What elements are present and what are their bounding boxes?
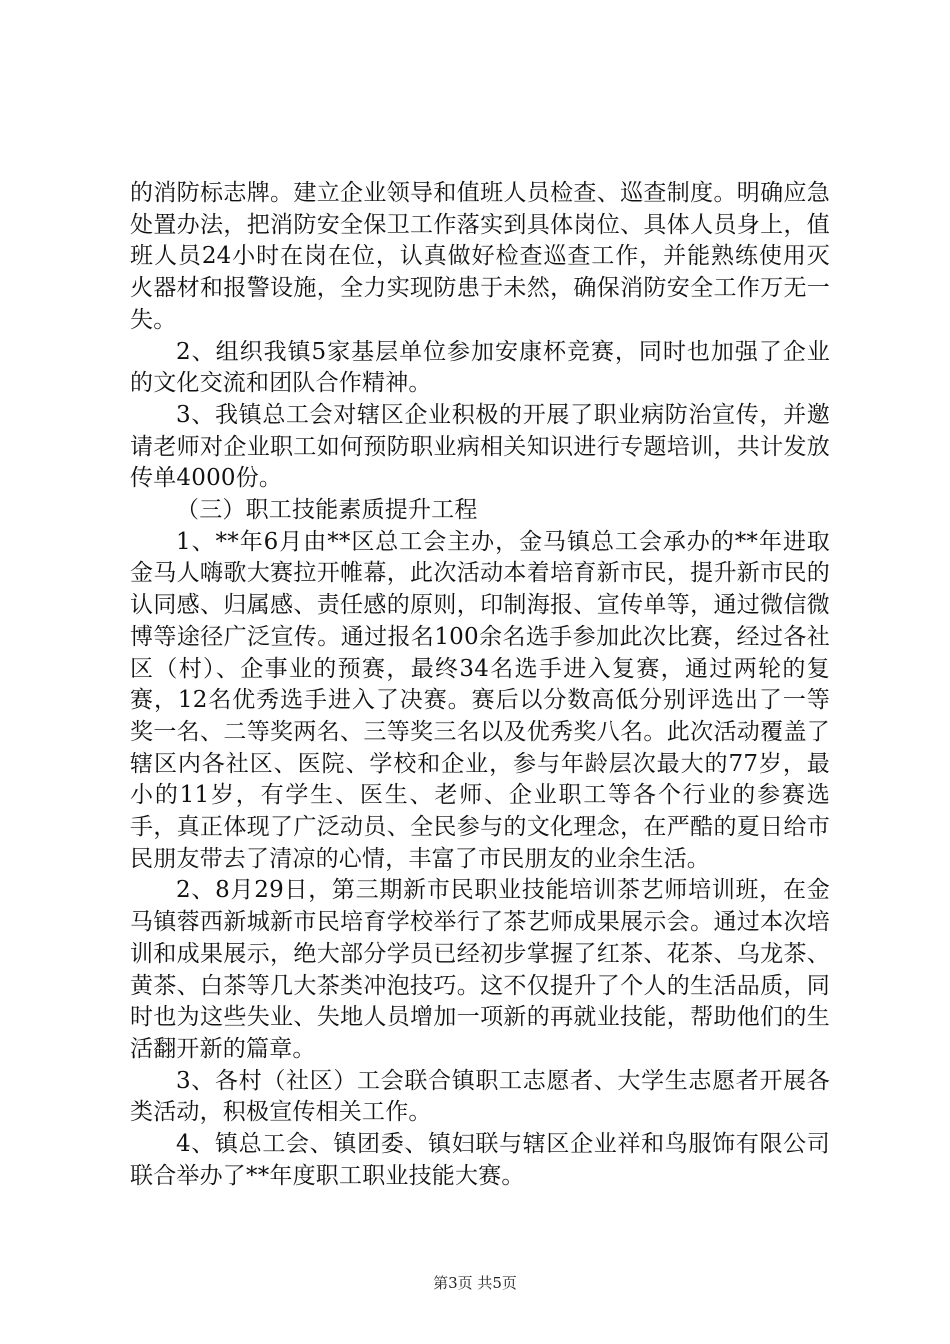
paragraph-item-2b: 2、8月29日，第三期新市民职业技能培训茶艺师培训班，在金马镇蓉西新城新市民培育学校举行了茶艺师成果展示会。通过本次培训和成果展示，绝大部分学员已经初步掌握了红茶、花茶、乌龙茶、黄茶、白茶等几大茶类冲泡技巧。这不仅提升了个人的生活品质，同时也为这些失业、失地人员增加一项新的再就业技能，帮助他们的生活翻开新的篇章。 <box>130 877 830 1062</box>
paragraph-continuation: 的消防标志牌。建立企业领导和值班人员检查、巡查制度。明确应急处置办法，把消防安全保卫工作落实到具体岗位、具体人员身上，值班人员24小时在岗在位，认真做好检查巡查工作，并能熟练使用灭火器材和报警设施，全力实现防患于未然，确保消防安全工作万无一失。 <box>130 180 830 333</box>
page-footer: 第3页 共5页 <box>433 1274 517 1292</box>
document-body <box>130 178 830 1193</box>
section-heading: （三）职工技能素质提升工程 <box>176 497 478 524</box>
paragraph-item-2: 2、组织我镇5家基层单位参加安康杯竞赛，同时也加强了企业的文化交流和团队合作精神。 <box>130 338 830 397</box>
paragraph-item-1: 1、**年6月由**区总工会主办，金马镇总工会承办的**年进取金马人嗨歌大赛拉开帷幕，此次活动本着培育新市民，提升新市民的认同感、归属感、责任感的原则，印制海报、宣传单等，通过微信微博等途径广泛宣传。通过报名100余名选手参加此次比赛，经过各社区（村）、企事业的预赛，最终34名选手进入复赛，通过两轮的复赛，12名优秀选手进入了决赛。赛后以分数高低分别评选出了一等奖一名、二等奖两名、三等奖三名以及优秀奖八名。此次活动覆盖了辖区内各社区、医院、学校和企业，参与年龄层次最大的77岁，最小的11岁，有学生、医生、老师、企业职工等各个行业的参赛选手，真正体现了广泛动员、全民参与的文化理念，在严酷的夏日给市民朋友带去了清凉的心情，丰富了市民朋友的业余生活。 <box>130 528 830 872</box>
paragraph-item-3b: 3、各村（社区）工会联合镇职工志愿者、大学生志愿者开展各类活动，积极宣传相关工作。 <box>130 1067 830 1126</box>
paragraph-item-3: 3、我镇总工会对辖区企业积极的开展了职业病防治宣传，并邀请老师对企业职工如何预防职业病相关知识进行专题培训，共计发放传单4000份。 <box>130 401 830 492</box>
paragraph-item-4: 4、镇总工会、镇团委、镇妇联与辖区企业祥和鸟服饰有限公司联合举办了**年度职工职业技能大赛。 <box>130 1131 830 1189</box>
